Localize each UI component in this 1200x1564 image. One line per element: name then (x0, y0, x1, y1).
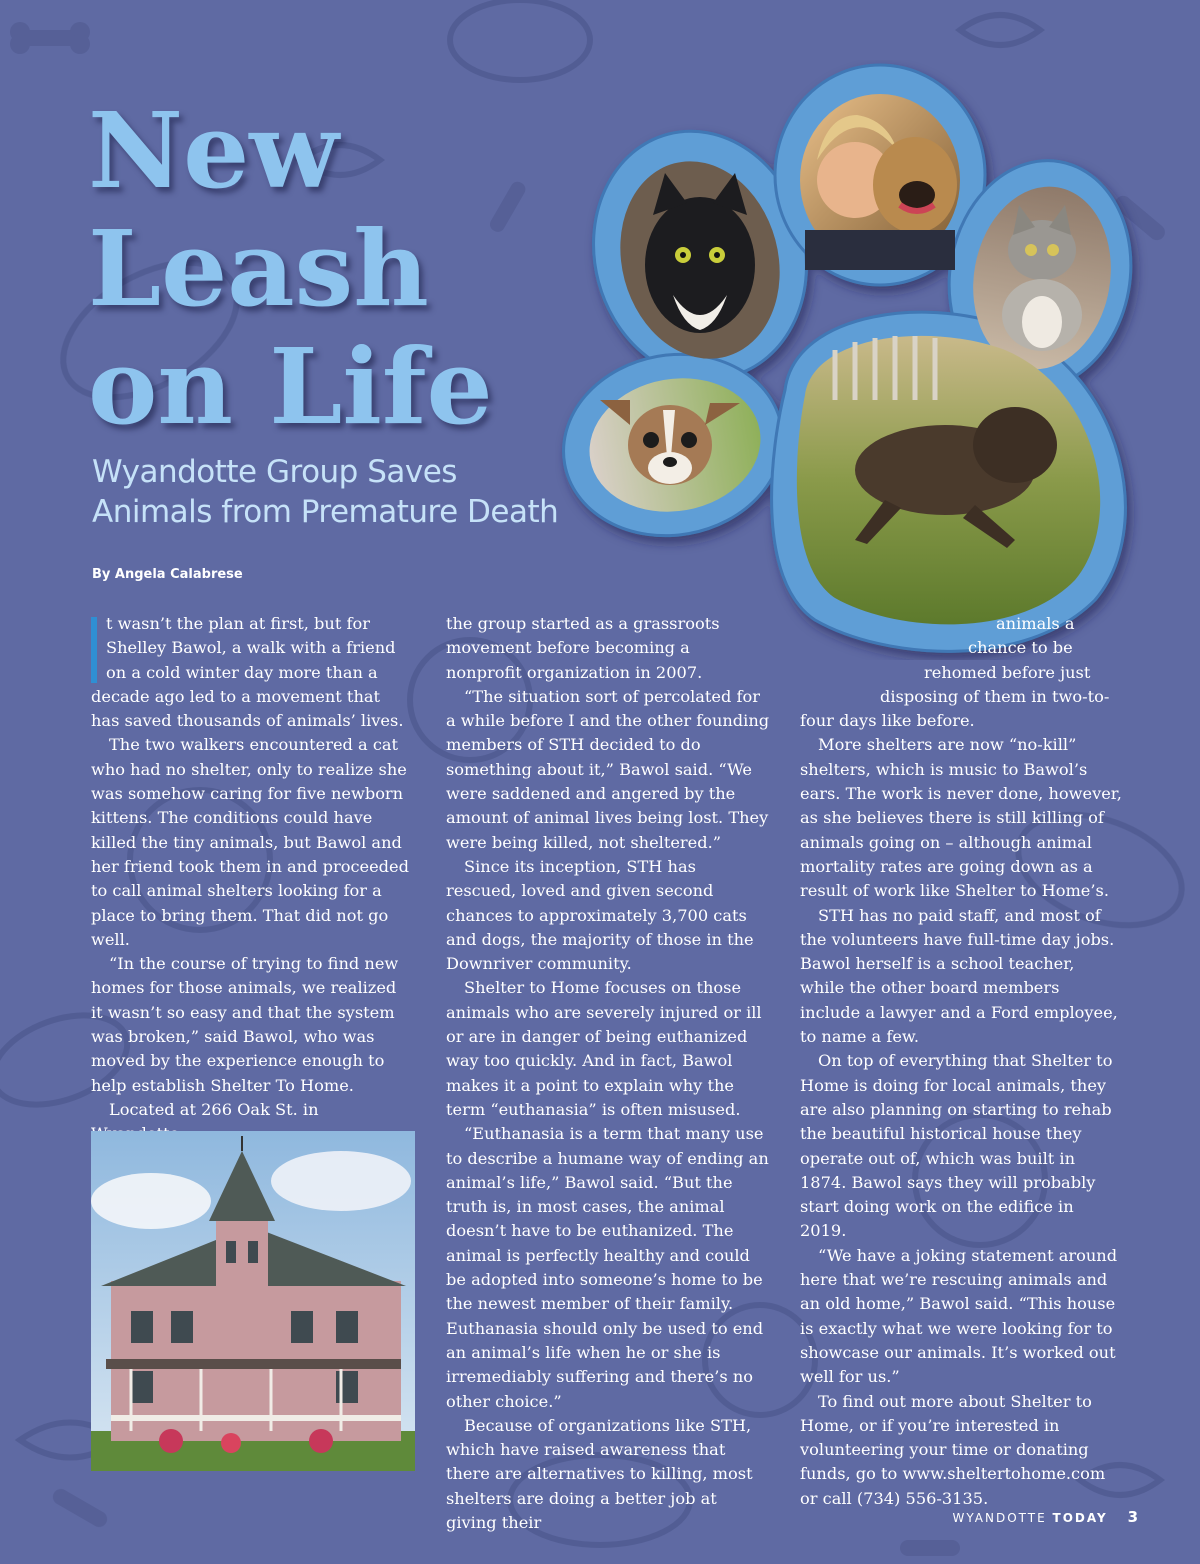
column-1-paragraph-3: “In the course of trying to find new homes for those animals, we realized it wasn’t so easy and that the system was broken,” said Bawol, who was moved by the experience enough to help establish Shelter To Home. (91, 954, 399, 1095)
column-1-paragraph-4: Located at 266 Oak St. in (109, 1099, 319, 1119)
article-subheadline (92, 452, 558, 532)
headline-line-3: on Life (88, 325, 493, 448)
column-2-paragraph-5: “Euthanasia is a term that many use to describe a humane way of ending an animal’s life,” Bawol said. “But the truth is, in most cases, the animal doesn’t have to be euthanized. The animal is perfectly healthy and could be adopted into someone’s home to be the newest member of their family. Euthanasia should only be used to end an animal’s life when he or she is irremediably suffering and there’s no other choice.” (446, 1124, 769, 1411)
column-1-paragraph-2: The two walkers encountered a cat who had no shelter, only to realize she was somehow caring for five newborn kittens. The conditions could have killed the tiny animals, but Bawol and her friend took them in and proceeded to call animal shelters looking for a place to bring them. That did not go well. (91, 735, 409, 949)
drop-cap-bar (91, 617, 97, 683)
column-3-wrap-line-1: animals a (996, 614, 1075, 633)
column-1-paragraph-1 (91, 612, 413, 733)
column-3-paragraph-2: More shelters are now “no-kill” shelters, which is music to Bawol’s ears. The work is never done, however, as she believes there is still killing of animals going on – although animal mortality rates are going down as a result of work like Shelter to Home’s. (800, 735, 1122, 901)
column-3-paragraph-4: On top of everything that Shelter to Home is doing for local animals, they are also planning on starting to rehab the beautiful historical house they operate out of, which was built in 1874. Bawol says they will probably start doing work on the edifice in 2019. (800, 1051, 1113, 1241)
column-3-paragraph-6: To find out more about Shelter to Home, or if you’re interested in volunteering your time or donating funds, go to www.sheltertohome.com or call (734) 556-3135. (800, 1391, 1106, 1508)
column-3-paragraph-3: STH has no paid staff, and most of the volunteers have full-time day jobs. Bawol herself is a school teacher, while the other board members include a lawyer and a Ford employee, to name a few. (800, 905, 1118, 1047)
column-2-paragraph-2: “The situation sort of percolated for a while before I and the other founding members of STH decided to do something about it,” Bawol said. “We were saddened and angered by the amount of animal lives being lost. They were being killed, not sheltered.” (446, 686, 770, 852)
paw-photo-collage (555, 60, 1175, 660)
column-3-wrap-line-4: disposing of them in two-to- (880, 686, 1110, 706)
victorian-house-photo (91, 1131, 415, 1471)
article-column-3 (800, 612, 1122, 1511)
woman-with-dog-photo (800, 94, 960, 270)
column-2-paragraph-3: Since its inception, STH has rescued, loved and given second chances to approximately 3,700 cats and dogs, the majority of those in the Downriver community. (446, 856, 754, 974)
column-2-paragraph-4: Shelter to Home focuses on those animals who are severely injured or ill or are in danger of being euthanized way too quickly. And in fact, Bawol makes it a point to explain why the term “euthanasia” is often misused. (446, 978, 762, 1119)
subheadline-line-1: Wyandotte Group Saves (92, 454, 457, 490)
page-number: 3 (1127, 1508, 1140, 1526)
column-3-wrap-line-2: chance to be (968, 638, 1073, 658)
headline-line-1: New (88, 89, 339, 212)
byline: By Angela Calabrese (92, 567, 243, 582)
column-3-wrap-line-3: rehomed before just (924, 662, 1091, 682)
column-1-paragraph-1-text: t wasn’t the plan at first, but for Shelley Bawol, a walk with a friend on a cold winter day more than a decade ago led to a movement that has saved thousands of animals’ lives. (91, 614, 404, 731)
article-headline (88, 89, 493, 448)
column-2-paragraph-1: the group started as a grassroots movement before becoming a nonprofit organization in 2007. (446, 614, 720, 682)
publication-name-part-1: WYANDOTTE (952, 1511, 1047, 1525)
subheadline-line-2: Animals from Premature Death (92, 494, 559, 530)
article-column-1 (91, 612, 413, 1147)
page-footer (953, 1508, 1140, 1526)
headline-line-2: Leash (88, 207, 429, 330)
publication-name-part-2: TODAY (1052, 1511, 1108, 1525)
column-3-paragraph-1: four days like before. (800, 711, 975, 731)
column-3-paragraph-5: “We have a joking statement around here that we’re rescuing animals and an old home,” Bawol said. “This house is exactly what we were looking for to showcase our animals. It’s worked out well for us.” (800, 1245, 1118, 1387)
article-column-2 (446, 612, 770, 1535)
column-2-paragraph-6: Because of organizations like STH, which have raised awareness that there are alternatives to killing, most shelters are doing a better job at giving their (446, 1415, 753, 1532)
